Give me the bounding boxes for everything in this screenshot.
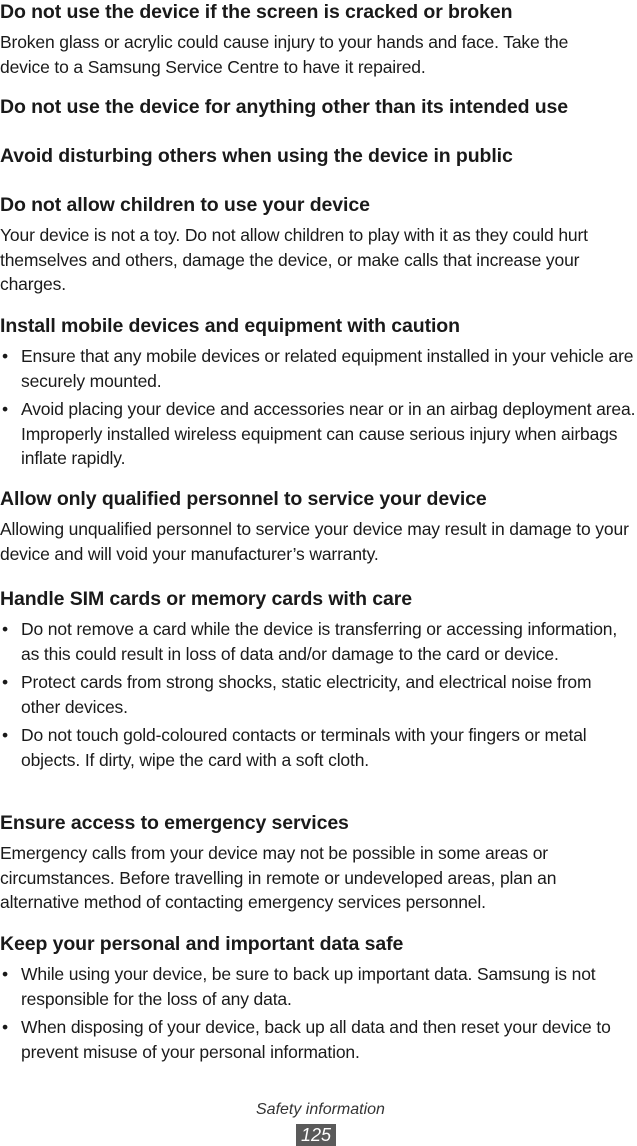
section-paragraph: Allowing unqualified personnel to service your device may result in damage to your device and will void your manufacturer’s warranty.: [0, 519, 629, 564]
section-heading: Keep your personal and important data safe: [0, 933, 404, 955]
section-paragraph: Emergency calls from your device may not be possible in some areas or circumstances. Before travelling in remote or undeveloped areas, plan an alternative method of contacting emergency services personnel.: [0, 843, 557, 912]
page-number-badge: 125: [296, 1124, 336, 1146]
section-heading: Handle SIM cards or memory cards with care: [0, 588, 412, 610]
section-heading: Do not use the device for anything other than its intended use: [0, 96, 569, 118]
bullet-marker: •: [2, 346, 8, 366]
section-heading: Install mobile devices and equipment with caution: [0, 315, 460, 337]
bullet-item: [0, 723, 633, 772]
bullet-item: [0, 670, 633, 719]
section-paragraph: Broken glass or acrylic could cause injury to your hands and face. Take the device to a Samsung Service Centre to have it repaired.: [0, 32, 569, 77]
section-paragraph: Your device is not a toy. Do not allow children to play with it as they could hurt themselves and others, damage the device, or make calls that increase your charges.: [0, 225, 588, 294]
bullet-item: [0, 397, 637, 471]
section-cracked-screen: [0, 0, 637, 79]
section-heading: Do not allow children to use your device: [0, 194, 370, 216]
section-intended-use: [0, 95, 637, 119]
section-sim-cards: [0, 587, 637, 776]
bullet-text: While using your device, be sure to back up important data. Samsung is not responsible for the loss of any data.: [21, 964, 596, 1009]
bullet-text: When disposing of your device, back up all data and then reset your device to prevent misuse of your personal information.: [21, 1017, 611, 1062]
section-emergency-services: [0, 811, 637, 915]
bullet-text: Do not remove a card while the device is transferring or accessing information, as this could result in loss of data and/or damage to the card or device.: [21, 619, 618, 664]
section-heading: Avoid disturbing others when using the device in public: [0, 145, 513, 167]
section-mobile-equipment: [0, 314, 637, 475]
bullet-list: [0, 617, 637, 772]
section-public-use: [0, 144, 637, 168]
bullet-marker: •: [2, 619, 8, 639]
bullet-marker: •: [2, 964, 8, 984]
bullet-list: [0, 344, 637, 471]
bullet-marker: •: [2, 725, 8, 745]
bullet-marker: •: [2, 672, 8, 692]
bullet-item: [0, 344, 637, 393]
section-data-safe: [0, 932, 637, 1068]
bullet-text: Protect cards from strong shocks, static electricity, and electrical noise from other devices.: [21, 672, 592, 717]
bullet-text: Do not touch gold-coloured contacts or terminals with your fingers or metal objects. If dirty, wipe the card with a soft cloth.: [21, 725, 587, 770]
bullet-list: [0, 962, 637, 1064]
bullet-marker: •: [2, 1017, 8, 1037]
section-heading: Do not use the device if the screen is cracked or broken: [0, 1, 513, 23]
bullet-item: [0, 962, 633, 1011]
bullet-marker: •: [2, 399, 8, 419]
footer-section-label: Safety information: [256, 1101, 385, 1118]
section-children: [0, 193, 637, 297]
section-heading: Allow only qualified personnel to service your device: [0, 488, 487, 510]
section-heading: Ensure access to emergency services: [0, 812, 349, 834]
bullet-text: Avoid placing your device and accessories near or in an airbag deployment area. Improperly installed wireless equipment can cause serious injury when airbags inflate rapidly.: [21, 399, 636, 468]
bullet-item: [0, 617, 633, 666]
bullet-text: Ensure that any mobile devices or related equipment installed in your vehicle are securely mounted.: [21, 346, 634, 391]
section-qualified-personnel: [0, 487, 637, 566]
bullet-item: [0, 1015, 633, 1064]
